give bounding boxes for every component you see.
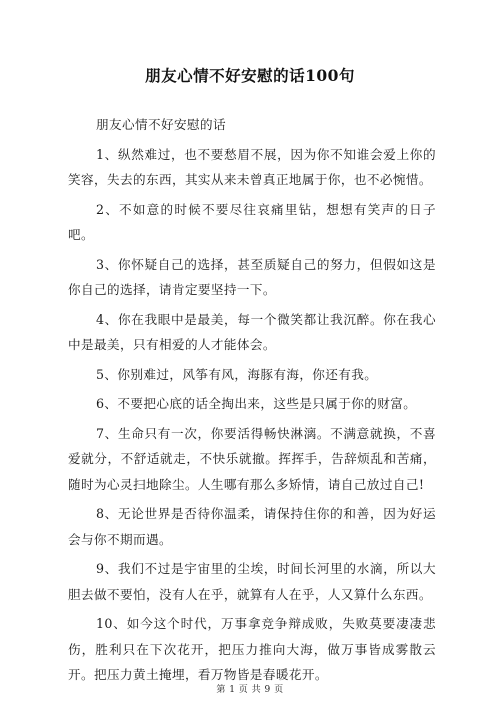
section-heading: 朋友心情不好安慰的话 (96, 117, 226, 132)
paragraph-6: 6、不要把心底的话全掏出来，这些是只属于你的财富。 (96, 396, 417, 412)
paragraph-4: 4、你在我眼中是最美，每一个微笑都让我沉醉。你在我心中是最美，只有相爱的人才能体会。 (68, 311, 436, 352)
paragraph-1: 1、纵然难过，也不要愁眉不展，因为你不知谁会爱上你的笑容，失去的东西，其实从来未曾真正地属于你，也不必惋惜。 (68, 146, 436, 187)
document-title: 朋友心情不好安慰的话100句 (145, 66, 355, 85)
paragraph-8: 8、无论世界是否待你温柔，请保持住你的和善，因为好运会与你不期而遇。 (68, 506, 436, 547)
paragraph-7: 7、生命只有一次，你要活得畅快淋漓。不满意就换，不喜爱就分，不舒适就走，不快乐就撤。挥挥手，告辞烦乱和苦痛，随时为心灵扫地除尘。人生哪有那么多矫情，请自己放过自己! (68, 425, 436, 492)
document-body (68, 112, 436, 692)
paragraph-9: 9、我们不过是宇宙里的尘埃，时间长河里的水滴，所以大胆去做不要怕，没有人在乎，就算有人在乎，人又算什么东西。 (68, 561, 436, 602)
paragraph-3: 3、你怀疑自己的选择，甚至质疑自己的努力，但假如这是你自己的选择，请肯定要坚持一下。 (68, 256, 436, 297)
paragraph-10: 10、如今这个时代，万事拿竞争辩成败，失败莫要凄凄悲伤，胜利只在下次花开，把压力推向大海，做万事皆成雾散云开。把压力黄土掩埋，看万物皆是春暖花开。 (68, 616, 436, 682)
paragraph-2: 2、不如意的时候不要尽往哀痛里钻，想想有笑声的日子吧。 (68, 201, 436, 242)
paragraph-5: 5、你别难过，风筝有风，海豚有海，你还有我。 (96, 366, 378, 382)
page-number-footer: 第 1 页 共 9 页 (216, 685, 284, 695)
